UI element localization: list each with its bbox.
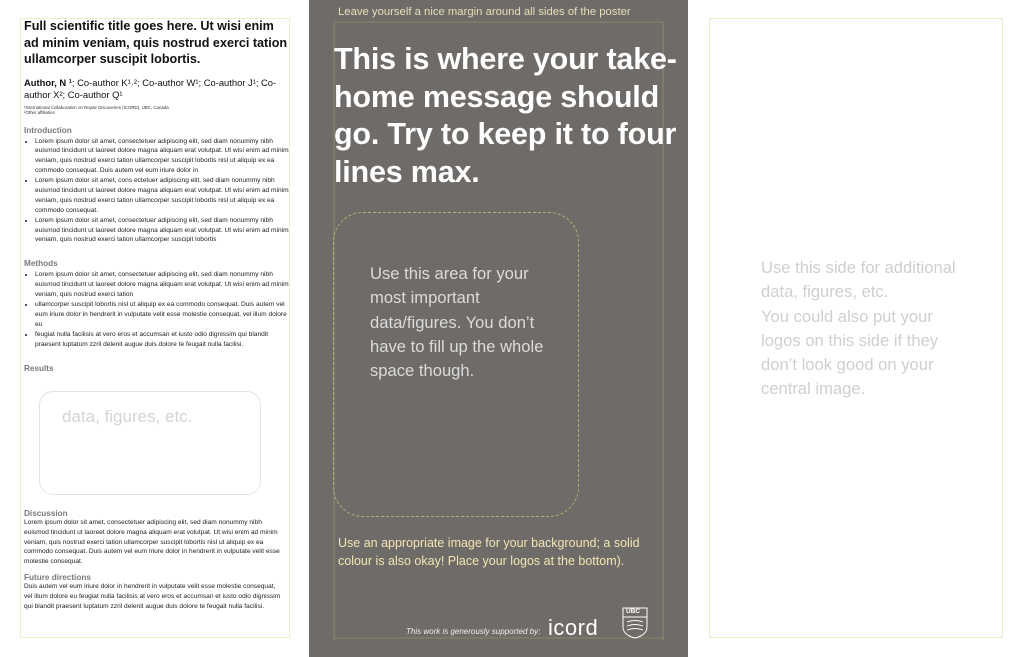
- introduction-bullet: • Lorem ipsum dolor sit amet, cons ectetuer adipiscing elit, sed diam nonummy nibh euismod tincidunt ut laoreet dolore magna aliquam erat volutpat. Ut wisi enim ad minim veniam, quis nostrud exerci tation ullamcorper suscipit lobortis nisl ut aliquip ex ea commodo consequat.: [35, 176, 292, 215]
- discussion-section: [24, 509, 284, 611]
- co-authors: ; Co-author K¹˒²; Co-author W¹; Co-author J¹; Co-author X²; Co-author Q¹: [24, 76, 277, 100]
- introduction-section: [24, 126, 292, 246]
- lead-author: Author, N ¹: [24, 76, 72, 88]
- methods-bullet: • feugiat nulla facilisis at vero eros et accumsan et iusto odio dignissim qui blandit praesent luptatum zzril delenit augue duis dolore te feugait nulla facilisi.: [35, 330, 292, 350]
- right-column-text-data: Use this side for additional data, figures, etc.: [761, 258, 956, 302]
- results-heading: Results: [24, 363, 54, 373]
- right-column-text-logos: You could also put your logos on this side if they don’t look good on your central image.: [761, 306, 939, 399]
- methods-heading: Methods: [24, 259, 58, 269]
- margin-note: Leave yourself a nice margin around all sides of the poster: [338, 6, 631, 18]
- support-text: This work is generously supported by:: [406, 627, 541, 636]
- affiliation: ¹International Collaboration on Repair Discoveries (ICORD), UBC, Canada: [24, 104, 169, 110]
- discussion-text: Lorem ipsum dolor sit amet, consectetuer adipiscing elit, sed diam nonummy nibh euismod tincidunt ut laoreet dolore magna aliquam erat volutpat. Ut wisi enim ad minim veniam, quis nostrud exerci tation ullamcorper suscipit lobortis nisl ut aliquip ex ea commodo consequat. Duis autem vel eum iriure dolor in hendrerit in vulputate velit esse molestie consequat.: [24, 519, 280, 566]
- central-panel: [309, 0, 688, 657]
- ubc-logo-text: UBC: [626, 608, 641, 615]
- introduction-heading: Introduction: [24, 125, 72, 135]
- results-placeholder-text: data, figures, etc.: [62, 407, 193, 426]
- take-home-message: This is where your take-home message should go. Try to keep it to four lines max.: [334, 42, 677, 189]
- poster-title: Full scientific title goes here. Ut wisi enim ad minim veniam, quis nostrud exerci tation ullamcorper suscipit lobortis.: [24, 19, 288, 66]
- right-column: [761, 256, 961, 402]
- discussion-heading: Discussion: [24, 509, 68, 518]
- left-column: [24, 18, 292, 373]
- methods-bullet: • ullamcorper suscipit lobortis nisl ut aliquip ex ea commodo consequat. Duis autem vel eum iriure dolor in hendrerit in vulputate velit esse molestie consequat, vel illum dolore eu: [35, 300, 292, 329]
- author-list: [24, 77, 292, 101]
- results-section: [24, 364, 292, 373]
- icord-logo: icord: [548, 615, 599, 640]
- background-note: Use an appropriate image for your background; a solid colour is also okay! Place your logos at the bottom).: [338, 536, 640, 569]
- methods-bullet: • Lorem ipsum dolor sit amet, consectetuer adipiscing elit, sed diam nonummy nibh euismod tincidunt ut laoreet dolore magna aliquam erat volutpat. Ut wisi enim ad minim veniam, quis nostrud exerci tation: [35, 270, 292, 299]
- ubc-logo: [622, 607, 648, 639]
- methods-section: [24, 259, 292, 349]
- future-directions-text: Duis autem vel eum iriure dolor in hendrerit in vulputate velit esse molestie consequat, vel illum dolore eu feugiat nulla facilisis at vero eros et accumsan et iusto odio dignissim qui blandit praesent luptatum zzril delenit augue duis dolore te feugait nulla facilisi.: [24, 582, 281, 610]
- affiliation-secondary: ²Other affiliation: [24, 109, 55, 115]
- introduction-bullet: • Lorem ipsum dolor sit amet, consectetuer adipiscing elit, sed diam nonummy nibh euismod tincidunt ut laoreet dolore magna aliquam erat volutpat. Ut wisi enim ad minim veniam, quis nostrud exerci tation ullamcorper suscipit lobortis: [35, 216, 292, 245]
- introduction-bullet: • Lorem ipsum dolor sit amet, consectetuer adipiscing elit, sed diam nonummy nibh euismod tincidunt ut laoreet dolore magna aliquam erat volutpat. Ut wisi enim ad minim veniam, quis nostrud exerci tation ullamcorper suscipit lobortis nisl ut aliquip ex ea commodo consequat. Duis autem vel eum iriure dolor in: [35, 137, 292, 176]
- key-figure-area-text: Use this area for your most important data/figures. You don’t have to fill up the whole space though.: [370, 264, 544, 381]
- results-placeholder-box: [39, 391, 261, 495]
- future-directions-heading: Future directions: [24, 572, 91, 582]
